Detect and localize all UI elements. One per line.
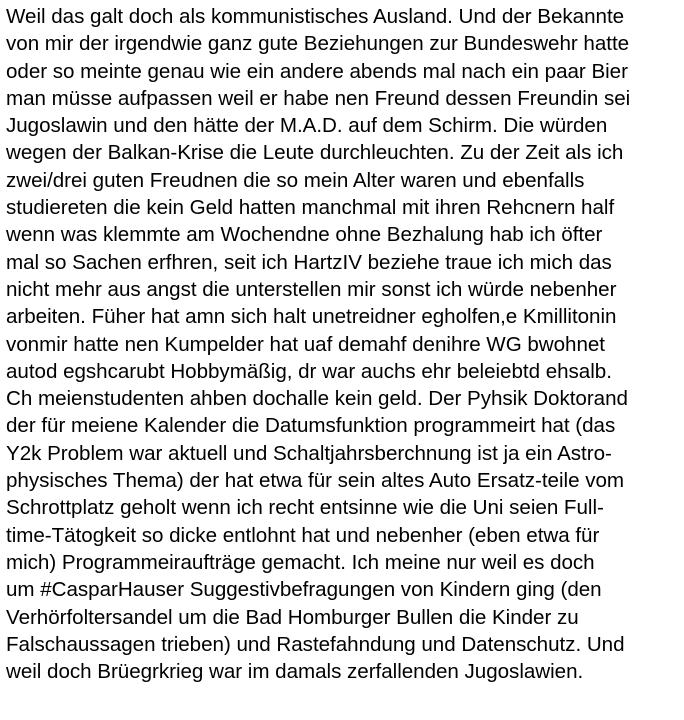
text-line: weil doch Brüegrkrieg war im damals zerfallenden Jugoslawien. — [6, 660, 584, 684]
text-line: man müsse aufpassen weil er habe nen Freund dessen Freundin sei — [6, 86, 631, 110]
text-line: um #CasparHauser Suggestivbefragungen von Kindern ging (den — [6, 578, 602, 602]
text-line: Y2k Problem war aktuell und Schaltjahrsberchnung ist ja ein Astro- — [6, 441, 612, 465]
text-line: physisches Thema) der hat etwa für sein altes Auto Ersatz-teile vom — [6, 469, 625, 493]
text-line: Schrottplatz geholt wenn ich recht entsinne wie die Uni seien Full- — [6, 496, 604, 520]
text-line: wegen der Balkan-Krise die Leute durchleuchten. Zu der Zeit als ich — [6, 141, 624, 165]
text-line: mal so Sachen erfhren, seit ich HartzIV beziehe traue ich mich das — [6, 250, 612, 274]
text-line: Falschaussagen trieben) und Rastefahndung und Datenschutz. Und — [6, 632, 625, 656]
text-line: nicht mehr aus angst die unterstellen mir sonst ich würde nebenher — [6, 277, 617, 301]
text-line: Jugoslawin und den hätte der M.A.D. auf dem Schirm. Die würden — [6, 114, 608, 138]
text-line: von mir der irgendwie ganz gute Beziehungen zur Bundeswehr hatte — [6, 32, 630, 56]
text-line: autod egshcarubt Hobbymäßig, dr war auchs ehr beleiebtd ehsalb. — [6, 359, 612, 383]
text-line: vonmir hatte nen Kumpelder hat uaf demahf denihre WG bwohnet — [6, 332, 606, 356]
text-line: mich) Programmeiraufträge gemacht. Ich meine nur weil es doch — [6, 550, 595, 574]
text-line: arbeiten. Füher hat amn sich halt unetreidner egholfen,e Kmillitonin — [6, 305, 617, 329]
text-line: wenn was klemmte am Wochendne ohne Bezhalung hab ich öfter — [6, 223, 603, 247]
text-line: zwei/drei guten Freudnen die so mein Alter waren und ebenfalls — [6, 168, 585, 192]
text-line: Verhörfoltersandel um die Bad Homburger Bullen die Kinder zu — [6, 605, 579, 629]
text-line: oder so meinte genau wie ein andere abends mal nach ein paar Bier — [6, 59, 628, 83]
text-line: studiereten die kein Geld hatten manchmal mit ihren Rehcnern half — [6, 196, 615, 220]
text-line: time-Tätogkeit so dicke entlohnt hat und nebenher (eben etwa für — [6, 523, 600, 547]
text-line: Weil das galt doch als kommunistisches Ausland. Und der Bekannte — [6, 5, 625, 28]
text-line: Ch meienstudenten ahben dochalle kein geld. Der Pyhsik Doktorand — [6, 387, 628, 411]
text-line: der für meiene Kalender die Datumsfunktion programmeirt hat (das — [6, 414, 616, 438]
